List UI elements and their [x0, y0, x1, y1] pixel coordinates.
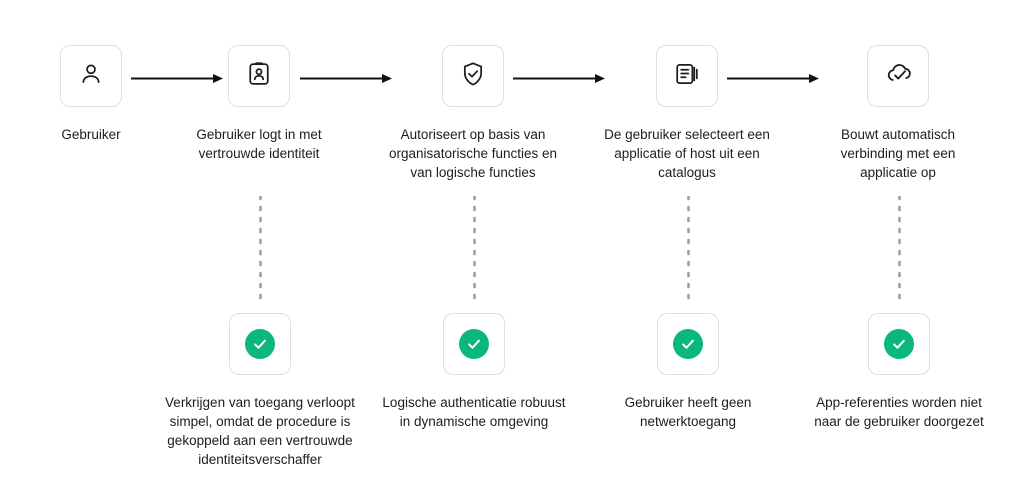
step-4-label: De gebruiker selecteert een applicatie of host uit een catalogus — [604, 127, 770, 180]
benefit-3 — [588, 313, 788, 431]
connector-1 — [259, 196, 262, 300]
id-badge-icon — [245, 60, 273, 93]
arrow-3 — [513, 74, 605, 83]
catalog-icon — [673, 60, 701, 93]
flow-step-4 — [597, 45, 777, 182]
step-3-label: Autoriseert op basis van organisatorische functies en van logische functies — [388, 127, 558, 180]
check-icon — [459, 329, 489, 359]
check-icon — [884, 329, 914, 359]
step-2-icon-box — [228, 45, 290, 107]
benefit-2-icon-box — [443, 313, 505, 375]
benefit-2 — [374, 313, 574, 431]
connector-2 — [473, 196, 476, 300]
step-2-label: Gebruiker logt in met vertrouwde identiteit — [196, 127, 322, 161]
step-1-icon-box — [60, 45, 122, 107]
step-5-label: Bouwt automatisch verbinding met een applicatie op — [840, 127, 956, 180]
step-1-label: Gebruiker — [61, 127, 121, 142]
shield-check-icon — [459, 60, 487, 93]
cloud-check-icon — [884, 59, 913, 93]
benefit-4-label: App-referenties worden niet naar de gebruiker doorgezet — [814, 395, 984, 429]
flow-step-2 — [169, 45, 349, 163]
connector-3 — [687, 196, 690, 300]
step-5-icon-box — [867, 45, 929, 107]
flow-step-3 — [375, 45, 571, 182]
user-icon — [77, 60, 105, 93]
benefit-2-label: Logische authenticatie robuust in dynamische omgeving — [382, 395, 566, 429]
benefit-4-icon-box — [868, 313, 930, 375]
check-icon — [673, 329, 703, 359]
benefit-3-icon-box — [657, 313, 719, 375]
benefit-3-label: Gebruiker heeft geen netwerktoegang — [624, 395, 752, 429]
benefit-1-label: Verkrijgen van toegang verloopt simpel, omdat de procedure is gekoppeld aan een vertrouwde identiteitsverschaffer — [165, 395, 355, 467]
check-icon — [245, 329, 275, 359]
step-4-icon-box — [656, 45, 718, 107]
connector-4 — [898, 196, 901, 300]
flow-step-1 — [5, 45, 177, 144]
arrow-4 — [727, 74, 819, 83]
flow-step-5 — [808, 45, 988, 182]
step-3-icon-box — [442, 45, 504, 107]
benefit-1 — [160, 313, 360, 469]
benefit-4 — [799, 313, 999, 431]
benefit-1-icon-box — [229, 313, 291, 375]
